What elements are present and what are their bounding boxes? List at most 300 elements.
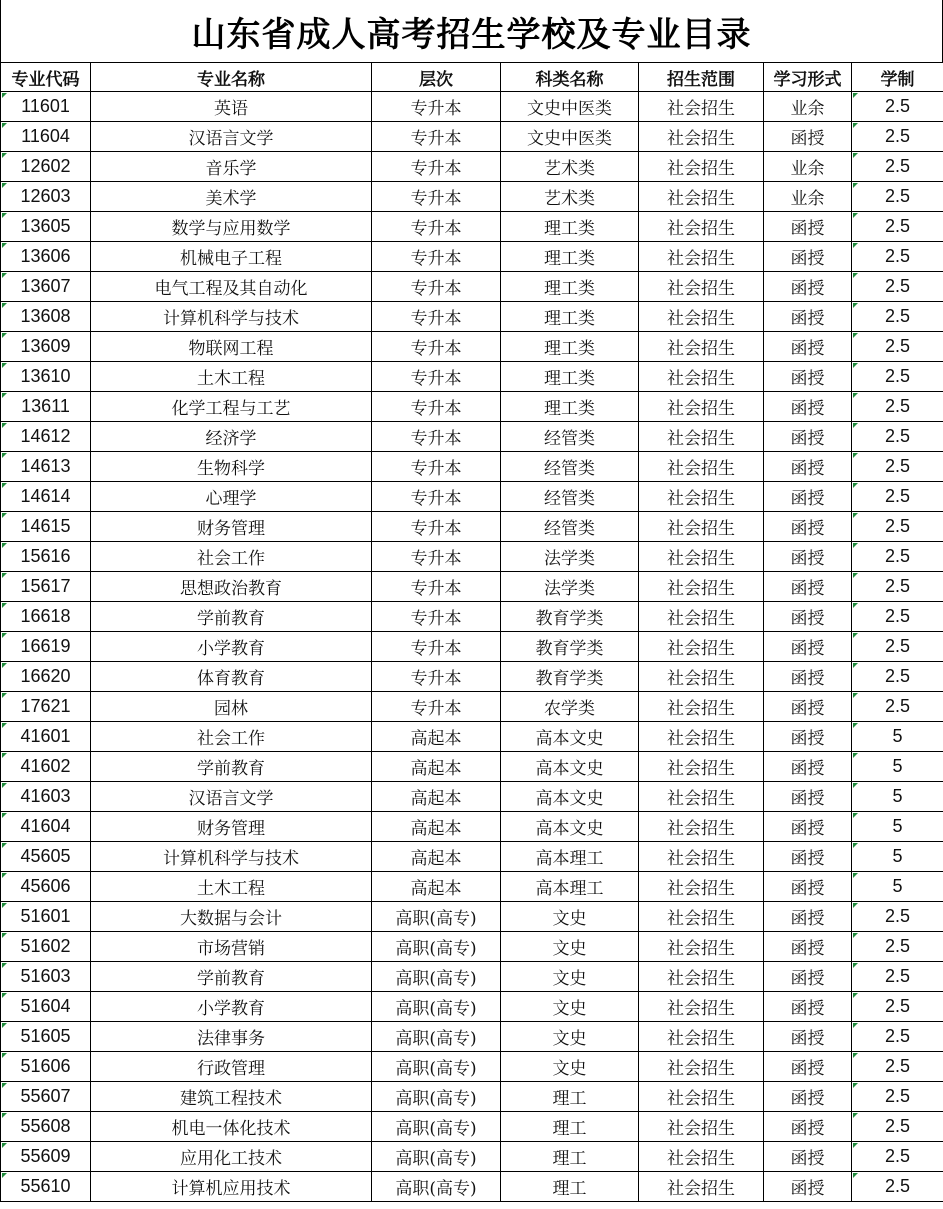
major-name-cell[interactable]: 计算机科学与技术 <box>91 842 372 872</box>
major-code-cell[interactable]: 16620 <box>1 662 91 692</box>
level-cell[interactable]: 专升本 <box>372 542 501 572</box>
duration-cell[interactable]: 2.5 <box>852 602 943 632</box>
study-mode-cell[interactable]: 函授 <box>764 1052 852 1082</box>
duration-cell[interactable]: 2.5 <box>852 572 943 602</box>
major-name-cell[interactable]: 音乐学 <box>91 152 372 182</box>
enrollment-scope-cell[interactable]: 社会招生 <box>639 932 764 962</box>
major-code-cell[interactable]: 55609 <box>1 1142 91 1172</box>
major-code-cell[interactable]: 12603 <box>1 182 91 212</box>
study-mode-cell[interactable]: 函授 <box>764 872 852 902</box>
major-name-cell[interactable]: 电气工程及其自动化 <box>91 272 372 302</box>
table-row <box>1 362 943 392</box>
level-cell[interactable]: 专升本 <box>372 482 501 512</box>
study-mode-cell[interactable]: 业余 <box>764 152 852 182</box>
major-name-cell[interactable]: 化学工程与工艺 <box>91 392 372 422</box>
level-cell[interactable]: 专升本 <box>372 452 501 482</box>
major-code-cell[interactable]: 11601 <box>1 92 91 122</box>
category-cell[interactable]: 高本文史 <box>501 782 639 812</box>
major-code-cell[interactable]: 13607 <box>1 272 91 302</box>
duration-cell[interactable]: 2.5 <box>852 932 943 962</box>
header-row <box>1 63 943 92</box>
study-mode-cell[interactable]: 函授 <box>764 242 852 272</box>
duration-cell[interactable]: 2.5 <box>852 392 943 422</box>
table-row <box>1 302 943 332</box>
major-code-cell[interactable]: 51601 <box>1 902 91 932</box>
study-mode-cell[interactable]: 业余 <box>764 182 852 212</box>
enrollment-scope-cell[interactable]: 社会招生 <box>639 242 764 272</box>
study-mode-cell[interactable]: 函授 <box>764 272 852 302</box>
major-name-cell[interactable]: 数学与应用数学 <box>91 212 372 242</box>
major-code-cell[interactable]: 15617 <box>1 572 91 602</box>
duration-cell[interactable]: 2.5 <box>852 1082 943 1112</box>
study-mode-cell[interactable]: 函授 <box>764 902 852 932</box>
duration-cell[interactable]: 2.5 <box>852 1172 943 1202</box>
major-code-cell[interactable]: 45605 <box>1 842 91 872</box>
major-name-cell[interactable]: 土木工程 <box>91 872 372 902</box>
study-mode-cell[interactable]: 函授 <box>764 812 852 842</box>
study-mode-cell[interactable]: 函授 <box>764 482 852 512</box>
level-cell[interactable]: 高职(高专) <box>372 992 501 1022</box>
major-name-cell[interactable]: 美术学 <box>91 182 372 212</box>
duration-cell[interactable]: 2.5 <box>852 992 943 1022</box>
major-code-cell[interactable]: 51604 <box>1 992 91 1022</box>
category-cell[interactable]: 理工类 <box>501 332 639 362</box>
category-cell[interactable]: 经管类 <box>501 512 639 542</box>
category-cell[interactable]: 理工类 <box>501 242 639 272</box>
enrollment-scope-cell[interactable]: 社会招生 <box>639 572 764 602</box>
major-name-cell[interactable]: 学前教育 <box>91 752 372 782</box>
major-name-cell[interactable]: 市场营销 <box>91 932 372 962</box>
duration-cell[interactable]: 2.5 <box>852 902 943 932</box>
major-code-cell[interactable]: 12602 <box>1 152 91 182</box>
table-row <box>1 572 943 602</box>
major-name-cell[interactable]: 计算机科学与技术 <box>91 302 372 332</box>
study-mode-cell[interactable]: 函授 <box>764 1172 852 1202</box>
page-title: 山东省成人高考招生学校及专业目录 <box>0 0 943 62</box>
study-mode-cell[interactable]: 函授 <box>764 692 852 722</box>
level-cell[interactable]: 高职(高专) <box>372 1172 501 1202</box>
enrollment-scope-cell[interactable]: 社会招生 <box>639 902 764 932</box>
level-cell[interactable]: 高职(高专) <box>372 962 501 992</box>
duration-cell[interactable]: 2.5 <box>852 452 943 482</box>
major-code-cell[interactable]: 13605 <box>1 212 91 242</box>
study-mode-cell[interactable]: 函授 <box>764 512 852 542</box>
major-code-cell[interactable]: 13610 <box>1 362 91 392</box>
duration-cell[interactable]: 2.5 <box>852 632 943 662</box>
category-cell[interactable]: 文史中医类 <box>501 122 639 152</box>
study-mode-cell[interactable]: 函授 <box>764 572 852 602</box>
duration-cell[interactable]: 2.5 <box>852 152 943 182</box>
duration-cell[interactable]: 2.5 <box>852 1142 943 1172</box>
study-mode-cell[interactable]: 函授 <box>764 542 852 572</box>
category-cell[interactable]: 理工 <box>501 1142 639 1172</box>
major-code-cell[interactable]: 41601 <box>1 722 91 752</box>
major-name-cell[interactable]: 机电一体化技术 <box>91 1112 372 1142</box>
level-cell[interactable]: 高起本 <box>372 752 501 782</box>
enrollment-scope-cell[interactable]: 社会招生 <box>639 782 764 812</box>
duration-cell[interactable]: 2.5 <box>852 422 943 452</box>
table-row <box>1 482 943 512</box>
major-code-cell[interactable]: 51606 <box>1 1052 91 1082</box>
level-cell[interactable]: 高职(高专) <box>372 1022 501 1052</box>
header-major-name[interactable]: 专业名称 <box>91 63 372 92</box>
header-duration[interactable]: 学制 <box>852 63 943 92</box>
major-name-cell[interactable]: 财务管理 <box>91 812 372 842</box>
level-cell[interactable]: 高职(高专) <box>372 1082 501 1112</box>
major-code-cell[interactable]: 13608 <box>1 302 91 332</box>
table-row <box>1 242 943 272</box>
duration-cell[interactable]: 5 <box>852 782 943 812</box>
category-cell[interactable]: 高本理工 <box>501 842 639 872</box>
level-cell[interactable]: 专升本 <box>372 512 501 542</box>
major-code-cell[interactable]: 14612 <box>1 422 91 452</box>
level-cell[interactable]: 专升本 <box>372 272 501 302</box>
major-name-cell[interactable]: 社会工作 <box>91 722 372 752</box>
category-cell[interactable]: 高本理工 <box>501 872 639 902</box>
enrollment-scope-cell[interactable]: 社会招生 <box>639 362 764 392</box>
duration-cell[interactable]: 2.5 <box>852 302 943 332</box>
category-cell[interactable]: 教育学类 <box>501 602 639 632</box>
enrollment-scope-cell[interactable]: 社会招生 <box>639 92 764 122</box>
study-mode-cell[interactable]: 函授 <box>764 962 852 992</box>
category-cell[interactable]: 理工类 <box>501 212 639 242</box>
major-name-cell[interactable]: 心理学 <box>91 482 372 512</box>
header-major-code[interactable]: 专业代码 <box>1 63 91 92</box>
table-row <box>1 122 943 152</box>
duration-cell[interactable]: 2.5 <box>852 92 943 122</box>
study-mode-cell[interactable]: 函授 <box>764 932 852 962</box>
level-cell[interactable]: 专升本 <box>372 212 501 242</box>
category-cell[interactable]: 理工 <box>501 1172 639 1202</box>
enrollment-scope-cell[interactable]: 社会招生 <box>639 122 764 152</box>
major-code-cell[interactable]: 51605 <box>1 1022 91 1052</box>
major-name-cell[interactable]: 体育教育 <box>91 662 372 692</box>
level-cell[interactable]: 专升本 <box>372 152 501 182</box>
table-row <box>1 392 943 422</box>
enrollment-scope-cell[interactable]: 社会招生 <box>639 812 764 842</box>
table-body <box>1 92 943 1202</box>
duration-cell[interactable]: 2.5 <box>852 692 943 722</box>
study-mode-cell[interactable]: 函授 <box>764 662 852 692</box>
major-name-cell[interactable]: 应用化工技术 <box>91 1142 372 1172</box>
enrollment-scope-cell[interactable]: 社会招生 <box>639 1052 764 1082</box>
major-name-cell[interactable]: 园林 <box>91 692 372 722</box>
major-code-cell[interactable]: 17621 <box>1 692 91 722</box>
study-mode-cell[interactable]: 函授 <box>764 452 852 482</box>
category-cell[interactable]: 文史 <box>501 932 639 962</box>
table-row <box>1 212 943 242</box>
major-name-cell[interactable]: 计算机应用技术 <box>91 1172 372 1202</box>
enrollment-scope-cell[interactable]: 社会招生 <box>639 452 764 482</box>
study-mode-cell[interactable]: 函授 <box>764 842 852 872</box>
category-cell[interactable]: 经管类 <box>501 422 639 452</box>
table-row <box>1 782 943 812</box>
category-cell[interactable]: 高本文史 <box>501 722 639 752</box>
level-cell[interactable]: 高起本 <box>372 842 501 872</box>
major-code-cell[interactable]: 16619 <box>1 632 91 662</box>
header-enrollment-scope[interactable]: 招生范围 <box>639 63 764 92</box>
table-row <box>1 812 943 842</box>
enrollment-scope-cell[interactable]: 社会招生 <box>639 962 764 992</box>
major-code-cell[interactable]: 55608 <box>1 1112 91 1142</box>
enrollment-scope-cell[interactable]: 社会招生 <box>639 422 764 452</box>
category-cell[interactable]: 高本文史 <box>501 812 639 842</box>
major-name-cell[interactable]: 财务管理 <box>91 512 372 542</box>
major-name-cell[interactable]: 法律事务 <box>91 1022 372 1052</box>
table-row <box>1 92 943 122</box>
table-row <box>1 842 943 872</box>
major-name-cell[interactable]: 小学教育 <box>91 992 372 1022</box>
study-mode-cell[interactable]: 函授 <box>764 602 852 632</box>
major-code-cell[interactable]: 16618 <box>1 602 91 632</box>
table-row <box>1 452 943 482</box>
level-cell[interactable]: 专升本 <box>372 422 501 452</box>
table-row <box>1 422 943 452</box>
category-cell[interactable]: 文史 <box>501 902 639 932</box>
major-code-cell[interactable]: 13611 <box>1 392 91 422</box>
major-code-cell[interactable]: 13606 <box>1 242 91 272</box>
enrollment-scope-cell[interactable]: 社会招生 <box>639 872 764 902</box>
enrollment-scope-cell[interactable]: 社会招生 <box>639 1082 764 1112</box>
major-name-cell[interactable]: 大数据与会计 <box>91 902 372 932</box>
category-cell[interactable]: 理工 <box>501 1112 639 1142</box>
duration-cell[interactable]: 2.5 <box>852 1022 943 1052</box>
table-row <box>1 1022 943 1052</box>
major-name-cell[interactable]: 学前教育 <box>91 602 372 632</box>
study-mode-cell[interactable]: 函授 <box>764 122 852 152</box>
major-name-cell[interactable]: 经济学 <box>91 422 372 452</box>
table-row <box>1 632 943 662</box>
level-cell[interactable]: 专升本 <box>372 332 501 362</box>
study-mode-cell[interactable]: 函授 <box>764 752 852 782</box>
study-mode-cell[interactable]: 函授 <box>764 302 852 332</box>
study-mode-cell[interactable]: 函授 <box>764 992 852 1022</box>
major-name-cell[interactable]: 英语 <box>91 92 372 122</box>
enrollment-scope-cell[interactable]: 社会招生 <box>639 512 764 542</box>
level-cell[interactable]: 高职(高专) <box>372 1112 501 1142</box>
level-cell[interactable]: 专升本 <box>372 302 501 332</box>
level-cell[interactable]: 专升本 <box>372 362 501 392</box>
level-cell[interactable]: 专升本 <box>372 602 501 632</box>
header-level[interactable]: 层次 <box>372 63 501 92</box>
enrollment-scope-cell[interactable]: 社会招生 <box>639 182 764 212</box>
level-cell[interactable]: 高职(高专) <box>372 932 501 962</box>
major-code-cell[interactable]: 14613 <box>1 452 91 482</box>
level-cell[interactable]: 专升本 <box>372 242 501 272</box>
enrollment-scope-cell[interactable]: 社会招生 <box>639 1112 764 1142</box>
category-cell[interactable]: 高本文史 <box>501 752 639 782</box>
category-cell[interactable]: 理工类 <box>501 272 639 302</box>
major-code-cell[interactable]: 14615 <box>1 512 91 542</box>
duration-cell[interactable]: 2.5 <box>852 182 943 212</box>
enrollment-scope-cell[interactable]: 社会招生 <box>639 1022 764 1052</box>
duration-cell[interactable]: 2.5 <box>852 542 943 572</box>
study-mode-cell[interactable]: 函授 <box>764 212 852 242</box>
level-cell[interactable]: 高起本 <box>372 812 501 842</box>
duration-cell[interactable]: 2.5 <box>852 212 943 242</box>
enrollment-scope-cell[interactable]: 社会招生 <box>639 842 764 872</box>
major-code-cell[interactable]: 14614 <box>1 482 91 512</box>
major-code-cell[interactable]: 15616 <box>1 542 91 572</box>
enrollment-scope-cell[interactable]: 社会招生 <box>639 152 764 182</box>
duration-cell[interactable]: 5 <box>852 872 943 902</box>
enrollment-scope-cell[interactable]: 社会招生 <box>639 272 764 302</box>
table-row <box>1 542 943 572</box>
level-cell[interactable]: 专升本 <box>372 632 501 662</box>
category-cell[interactable]: 教育学类 <box>501 632 639 662</box>
table-row <box>1 152 943 182</box>
major-name-cell[interactable]: 行政管理 <box>91 1052 372 1082</box>
table-row <box>1 872 943 902</box>
major-name-cell[interactable]: 小学教育 <box>91 632 372 662</box>
duration-cell[interactable]: 2.5 <box>852 242 943 272</box>
table-row <box>1 1172 943 1202</box>
major-name-cell[interactable]: 社会工作 <box>91 542 372 572</box>
enrollment-scope-cell[interactable]: 社会招生 <box>639 632 764 662</box>
major-name-cell[interactable]: 建筑工程技术 <box>91 1082 372 1112</box>
study-mode-cell[interactable]: 函授 <box>764 632 852 662</box>
level-cell[interactable]: 高职(高专) <box>372 1052 501 1082</box>
enrollment-scope-cell[interactable]: 社会招生 <box>639 722 764 752</box>
major-name-cell[interactable]: 思想政治教育 <box>91 572 372 602</box>
category-cell[interactable]: 经管类 <box>501 452 639 482</box>
enrollment-scope-cell[interactable]: 社会招生 <box>639 212 764 242</box>
table-row <box>1 1142 943 1172</box>
table-row <box>1 722 943 752</box>
level-cell[interactable]: 专升本 <box>372 92 501 122</box>
table-row <box>1 1112 943 1142</box>
duration-cell[interactable]: 2.5 <box>852 962 943 992</box>
duration-cell[interactable]: 5 <box>852 722 943 752</box>
category-cell[interactable]: 理工类 <box>501 302 639 332</box>
level-cell[interactable]: 高起本 <box>372 872 501 902</box>
level-cell[interactable]: 高起本 <box>372 782 501 812</box>
enrollment-scope-cell[interactable]: 社会招生 <box>639 302 764 332</box>
major-code-cell[interactable]: 41602 <box>1 752 91 782</box>
enrollment-scope-cell[interactable]: 社会招生 <box>639 692 764 722</box>
category-cell[interactable]: 法学类 <box>501 572 639 602</box>
major-name-cell[interactable]: 汉语言文学 <box>91 122 372 152</box>
study-mode-cell[interactable]: 函授 <box>764 422 852 452</box>
category-cell[interactable]: 理工类 <box>501 392 639 422</box>
level-cell[interactable]: 专升本 <box>372 572 501 602</box>
major-code-cell[interactable]: 51602 <box>1 932 91 962</box>
enrollment-scope-cell[interactable]: 社会招生 <box>639 992 764 1022</box>
table-row <box>1 512 943 542</box>
table-row <box>1 992 943 1022</box>
table-row <box>1 662 943 692</box>
study-mode-cell[interactable]: 函授 <box>764 782 852 812</box>
enrollment-scope-cell[interactable]: 社会招生 <box>639 482 764 512</box>
major-code-cell[interactable]: 11604 <box>1 122 91 152</box>
study-mode-cell[interactable]: 函授 <box>764 332 852 362</box>
major-code-cell[interactable]: 13609 <box>1 332 91 362</box>
duration-cell[interactable]: 2.5 <box>852 122 943 152</box>
enrollment-scope-cell[interactable]: 社会招生 <box>639 542 764 572</box>
level-cell[interactable]: 高职(高专) <box>372 1142 501 1172</box>
header-study-mode[interactable]: 学习形式 <box>764 63 852 92</box>
category-cell[interactable]: 文史中医类 <box>501 92 639 122</box>
category-cell[interactable]: 文史 <box>501 962 639 992</box>
major-name-cell[interactable]: 物联网工程 <box>91 332 372 362</box>
category-cell[interactable]: 农学类 <box>501 692 639 722</box>
enrollment-scope-cell[interactable]: 社会招生 <box>639 1172 764 1202</box>
header-category[interactable]: 科类名称 <box>501 63 639 92</box>
major-code-cell[interactable]: 45606 <box>1 872 91 902</box>
duration-cell[interactable]: 2.5 <box>852 362 943 392</box>
enrollment-scope-cell[interactable]: 社会招生 <box>639 602 764 632</box>
major-name-cell[interactable]: 土木工程 <box>91 362 372 392</box>
category-cell[interactable]: 艺术类 <box>501 182 639 212</box>
category-cell[interactable]: 文史 <box>501 1052 639 1082</box>
duration-cell[interactable]: 2.5 <box>852 662 943 692</box>
major-code-cell[interactable]: 55610 <box>1 1172 91 1202</box>
duration-cell[interactable]: 2.5 <box>852 1052 943 1082</box>
level-cell[interactable]: 专升本 <box>372 692 501 722</box>
duration-cell[interactable]: 5 <box>852 812 943 842</box>
level-cell[interactable]: 专升本 <box>372 392 501 422</box>
table-row <box>1 1052 943 1082</box>
duration-cell[interactable]: 5 <box>852 752 943 782</box>
category-cell[interactable]: 理工 <box>501 1082 639 1112</box>
level-cell[interactable]: 专升本 <box>372 122 501 152</box>
level-cell[interactable]: 专升本 <box>372 662 501 692</box>
duration-cell[interactable]: 2.5 <box>852 1112 943 1142</box>
major-code-cell[interactable]: 55607 <box>1 1082 91 1112</box>
level-cell[interactable]: 高起本 <box>372 722 501 752</box>
major-code-cell[interactable]: 51603 <box>1 962 91 992</box>
duration-cell[interactable]: 2.5 <box>852 332 943 362</box>
table-row <box>1 902 943 932</box>
category-cell[interactable]: 教育学类 <box>501 662 639 692</box>
level-cell[interactable]: 高职(高专) <box>372 902 501 932</box>
enrollment-scope-cell[interactable]: 社会招生 <box>639 332 764 362</box>
category-cell[interactable]: 文史 <box>501 1022 639 1052</box>
major-name-cell[interactable]: 生物科学 <box>91 452 372 482</box>
enrollment-scope-cell[interactable]: 社会招生 <box>639 752 764 782</box>
study-mode-cell[interactable]: 函授 <box>764 1142 852 1172</box>
enrollment-scope-cell[interactable]: 社会招生 <box>639 392 764 422</box>
table-row <box>1 272 943 302</box>
study-mode-cell[interactable]: 函授 <box>764 1022 852 1052</box>
category-cell[interactable]: 理工类 <box>501 362 639 392</box>
enrollment-scope-cell[interactable]: 社会招生 <box>639 662 764 692</box>
duration-cell[interactable]: 5 <box>852 842 943 872</box>
category-cell[interactable]: 经管类 <box>501 482 639 512</box>
study-mode-cell[interactable]: 函授 <box>764 362 852 392</box>
study-mode-cell[interactable]: 函授 <box>764 392 852 422</box>
category-cell[interactable]: 文史 <box>501 992 639 1022</box>
category-cell[interactable]: 法学类 <box>501 542 639 572</box>
category-cell[interactable]: 艺术类 <box>501 152 639 182</box>
major-name-cell[interactable]: 机械电子工程 <box>91 242 372 272</box>
major-name-cell[interactable]: 汉语言文学 <box>91 782 372 812</box>
study-mode-cell[interactable]: 函授 <box>764 1112 852 1142</box>
duration-cell[interactable]: 2.5 <box>852 482 943 512</box>
table-row <box>1 1082 943 1112</box>
major-catalog-table <box>0 62 943 1202</box>
level-cell[interactable]: 专升本 <box>372 182 501 212</box>
duration-cell[interactable]: 2.5 <box>852 512 943 542</box>
major-code-cell[interactable]: 41603 <box>1 782 91 812</box>
major-name-cell[interactable]: 学前教育 <box>91 962 372 992</box>
study-mode-cell[interactable]: 函授 <box>764 1082 852 1112</box>
study-mode-cell[interactable]: 函授 <box>764 722 852 752</box>
duration-cell[interactable]: 2.5 <box>852 272 943 302</box>
major-code-cell[interactable]: 41604 <box>1 812 91 842</box>
enrollment-scope-cell[interactable]: 社会招生 <box>639 1142 764 1172</box>
study-mode-cell[interactable]: 业余 <box>764 92 852 122</box>
